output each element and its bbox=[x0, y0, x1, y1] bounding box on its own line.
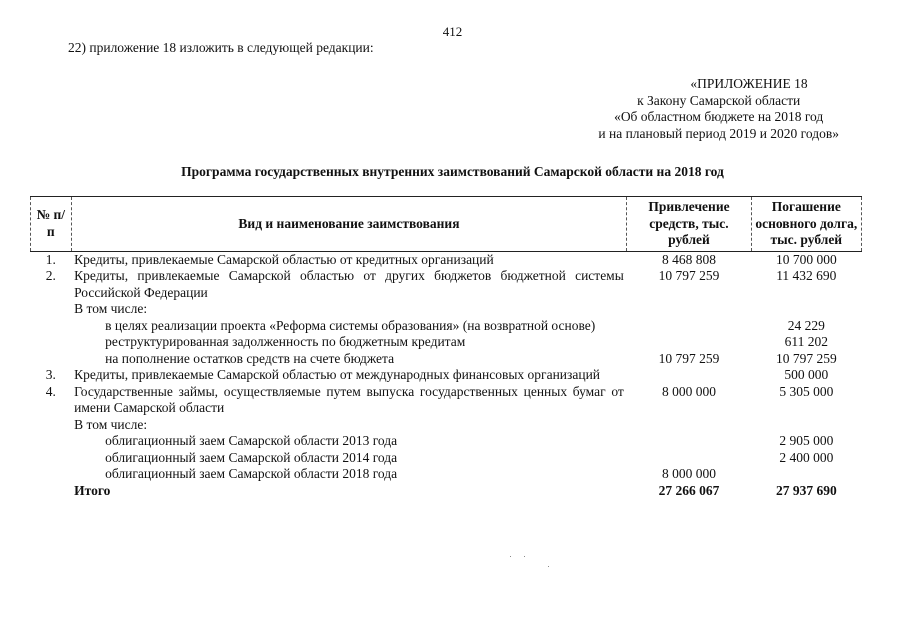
table-row bbox=[31, 318, 862, 335]
row-num bbox=[31, 334, 72, 351]
row-repay: 2 400 000 bbox=[779, 449, 834, 465]
row-name: облигационный заем Самарской области 2013 года bbox=[105, 433, 398, 448]
row-name: В том числе: bbox=[74, 416, 148, 432]
row-attract: 8 000 000 bbox=[661, 466, 716, 481]
row-attract bbox=[627, 301, 751, 318]
row-name: Кредиты, привлекаемые Самарской областью от других бюджетов бюджетной системы Российской Федерации bbox=[74, 268, 624, 300]
appendix-header bbox=[598, 76, 839, 142]
table-row bbox=[31, 450, 862, 467]
borrowings-table bbox=[30, 196, 862, 499]
appendix-line-4: и на плановый период 2019 и 2020 годов» bbox=[598, 125, 839, 141]
intro-text: 22) приложение 18 изложить в следующей редакции: bbox=[68, 40, 374, 55]
table-body bbox=[31, 251, 862, 499]
table-row bbox=[31, 384, 862, 417]
row-repay: 611 202 bbox=[784, 334, 828, 349]
table-row bbox=[31, 301, 862, 318]
row-repay: 11 432 690 bbox=[776, 268, 837, 283]
scan-speck bbox=[524, 556, 525, 557]
page-number: 412 bbox=[442, 24, 463, 39]
row-attract bbox=[627, 318, 751, 335]
row-repay: 10 700 000 bbox=[775, 251, 837, 267]
row-num bbox=[31, 351, 72, 368]
table-row bbox=[31, 268, 862, 301]
row-name: облигационный заем Самарской области 2014 года bbox=[105, 449, 398, 465]
table-row bbox=[31, 251, 862, 268]
row-repay: 5 305 000 bbox=[779, 383, 834, 399]
appendix-line-2: к Закону Самарской области bbox=[637, 92, 801, 108]
table-row bbox=[31, 466, 862, 483]
row-attract bbox=[627, 450, 751, 467]
scan-speck bbox=[548, 566, 549, 567]
row-attract bbox=[627, 417, 751, 434]
table-row bbox=[31, 417, 862, 434]
row-repay bbox=[751, 417, 861, 434]
row-num bbox=[31, 466, 72, 483]
row-attract: 10 797 259 bbox=[658, 350, 720, 366]
header-num: № п/п bbox=[31, 197, 72, 252]
total-attract: 27 266 067 bbox=[658, 482, 720, 498]
table-header-row bbox=[31, 197, 862, 252]
row-repay: 10 797 259 bbox=[775, 350, 837, 366]
row-attract: 10 797 259 bbox=[658, 268, 720, 283]
row-num bbox=[31, 417, 72, 434]
row-name: В том числе: bbox=[74, 301, 148, 316]
row-attract: 8 000 000 bbox=[661, 383, 716, 399]
appendix-line-3: «Об областном бюджете на 2018 год bbox=[614, 109, 824, 124]
row-num bbox=[31, 433, 72, 450]
row-name: реструктурированная задолженность по бюджетным кредитам bbox=[105, 334, 466, 349]
row-repay bbox=[751, 466, 861, 483]
row-attract bbox=[627, 334, 751, 351]
row-num: 4. bbox=[45, 383, 56, 399]
row-attract bbox=[627, 367, 751, 384]
row-num: 1. bbox=[45, 251, 56, 267]
document-title: Программа государственных внутренних заимствований Самарской области на 2018 год bbox=[181, 164, 724, 179]
appendix-line-1: «ПРИЛОЖЕНИЕ 18 bbox=[690, 76, 808, 91]
header-name: Вид и наименование заимствования bbox=[71, 197, 627, 252]
table-row bbox=[31, 334, 862, 351]
total-num bbox=[31, 483, 72, 500]
table-row bbox=[31, 367, 862, 384]
row-repay bbox=[751, 301, 861, 318]
header-attract: Привлечение средств, тыс. рублей bbox=[627, 197, 751, 252]
row-name: Кредиты, привлекаемые Самарской областью от кредитных организаций bbox=[74, 251, 494, 267]
total-row bbox=[31, 483, 862, 500]
scan-speck bbox=[510, 556, 511, 557]
row-name: на пополнение остатков средств на счете бюджета bbox=[105, 350, 395, 366]
header-repay: Погашение основного долга, тыс. рублей bbox=[751, 197, 861, 252]
row-num bbox=[31, 450, 72, 467]
row-attract: 8 468 808 bbox=[661, 251, 716, 267]
row-num bbox=[31, 301, 72, 318]
row-repay: 2 905 000 bbox=[779, 433, 834, 448]
table-row bbox=[31, 351, 862, 368]
row-repay: 24 229 bbox=[787, 317, 825, 333]
row-name: облигационный заем Самарской области 2018 года bbox=[105, 466, 398, 481]
total-label: Итого bbox=[74, 482, 111, 498]
row-attract bbox=[627, 433, 751, 450]
row-num bbox=[31, 318, 72, 335]
row-name: Государственные займы, осуществляемые путем выпуска государственных ценных бумаг от имени Самарской области bbox=[74, 383, 624, 415]
total-repay: 27 937 690 bbox=[775, 482, 837, 498]
row-num: 2. bbox=[45, 268, 56, 283]
row-name: в целях реализации проекта «Реформа системы образования» (на возвратной основе) bbox=[105, 317, 596, 333]
row-repay: 500 000 bbox=[784, 367, 829, 382]
row-num: 3. bbox=[45, 367, 56, 382]
row-name: Кредиты, привлекаемые Самарской областью от международных финансовых организаций bbox=[74, 367, 601, 382]
table-row bbox=[31, 433, 862, 450]
